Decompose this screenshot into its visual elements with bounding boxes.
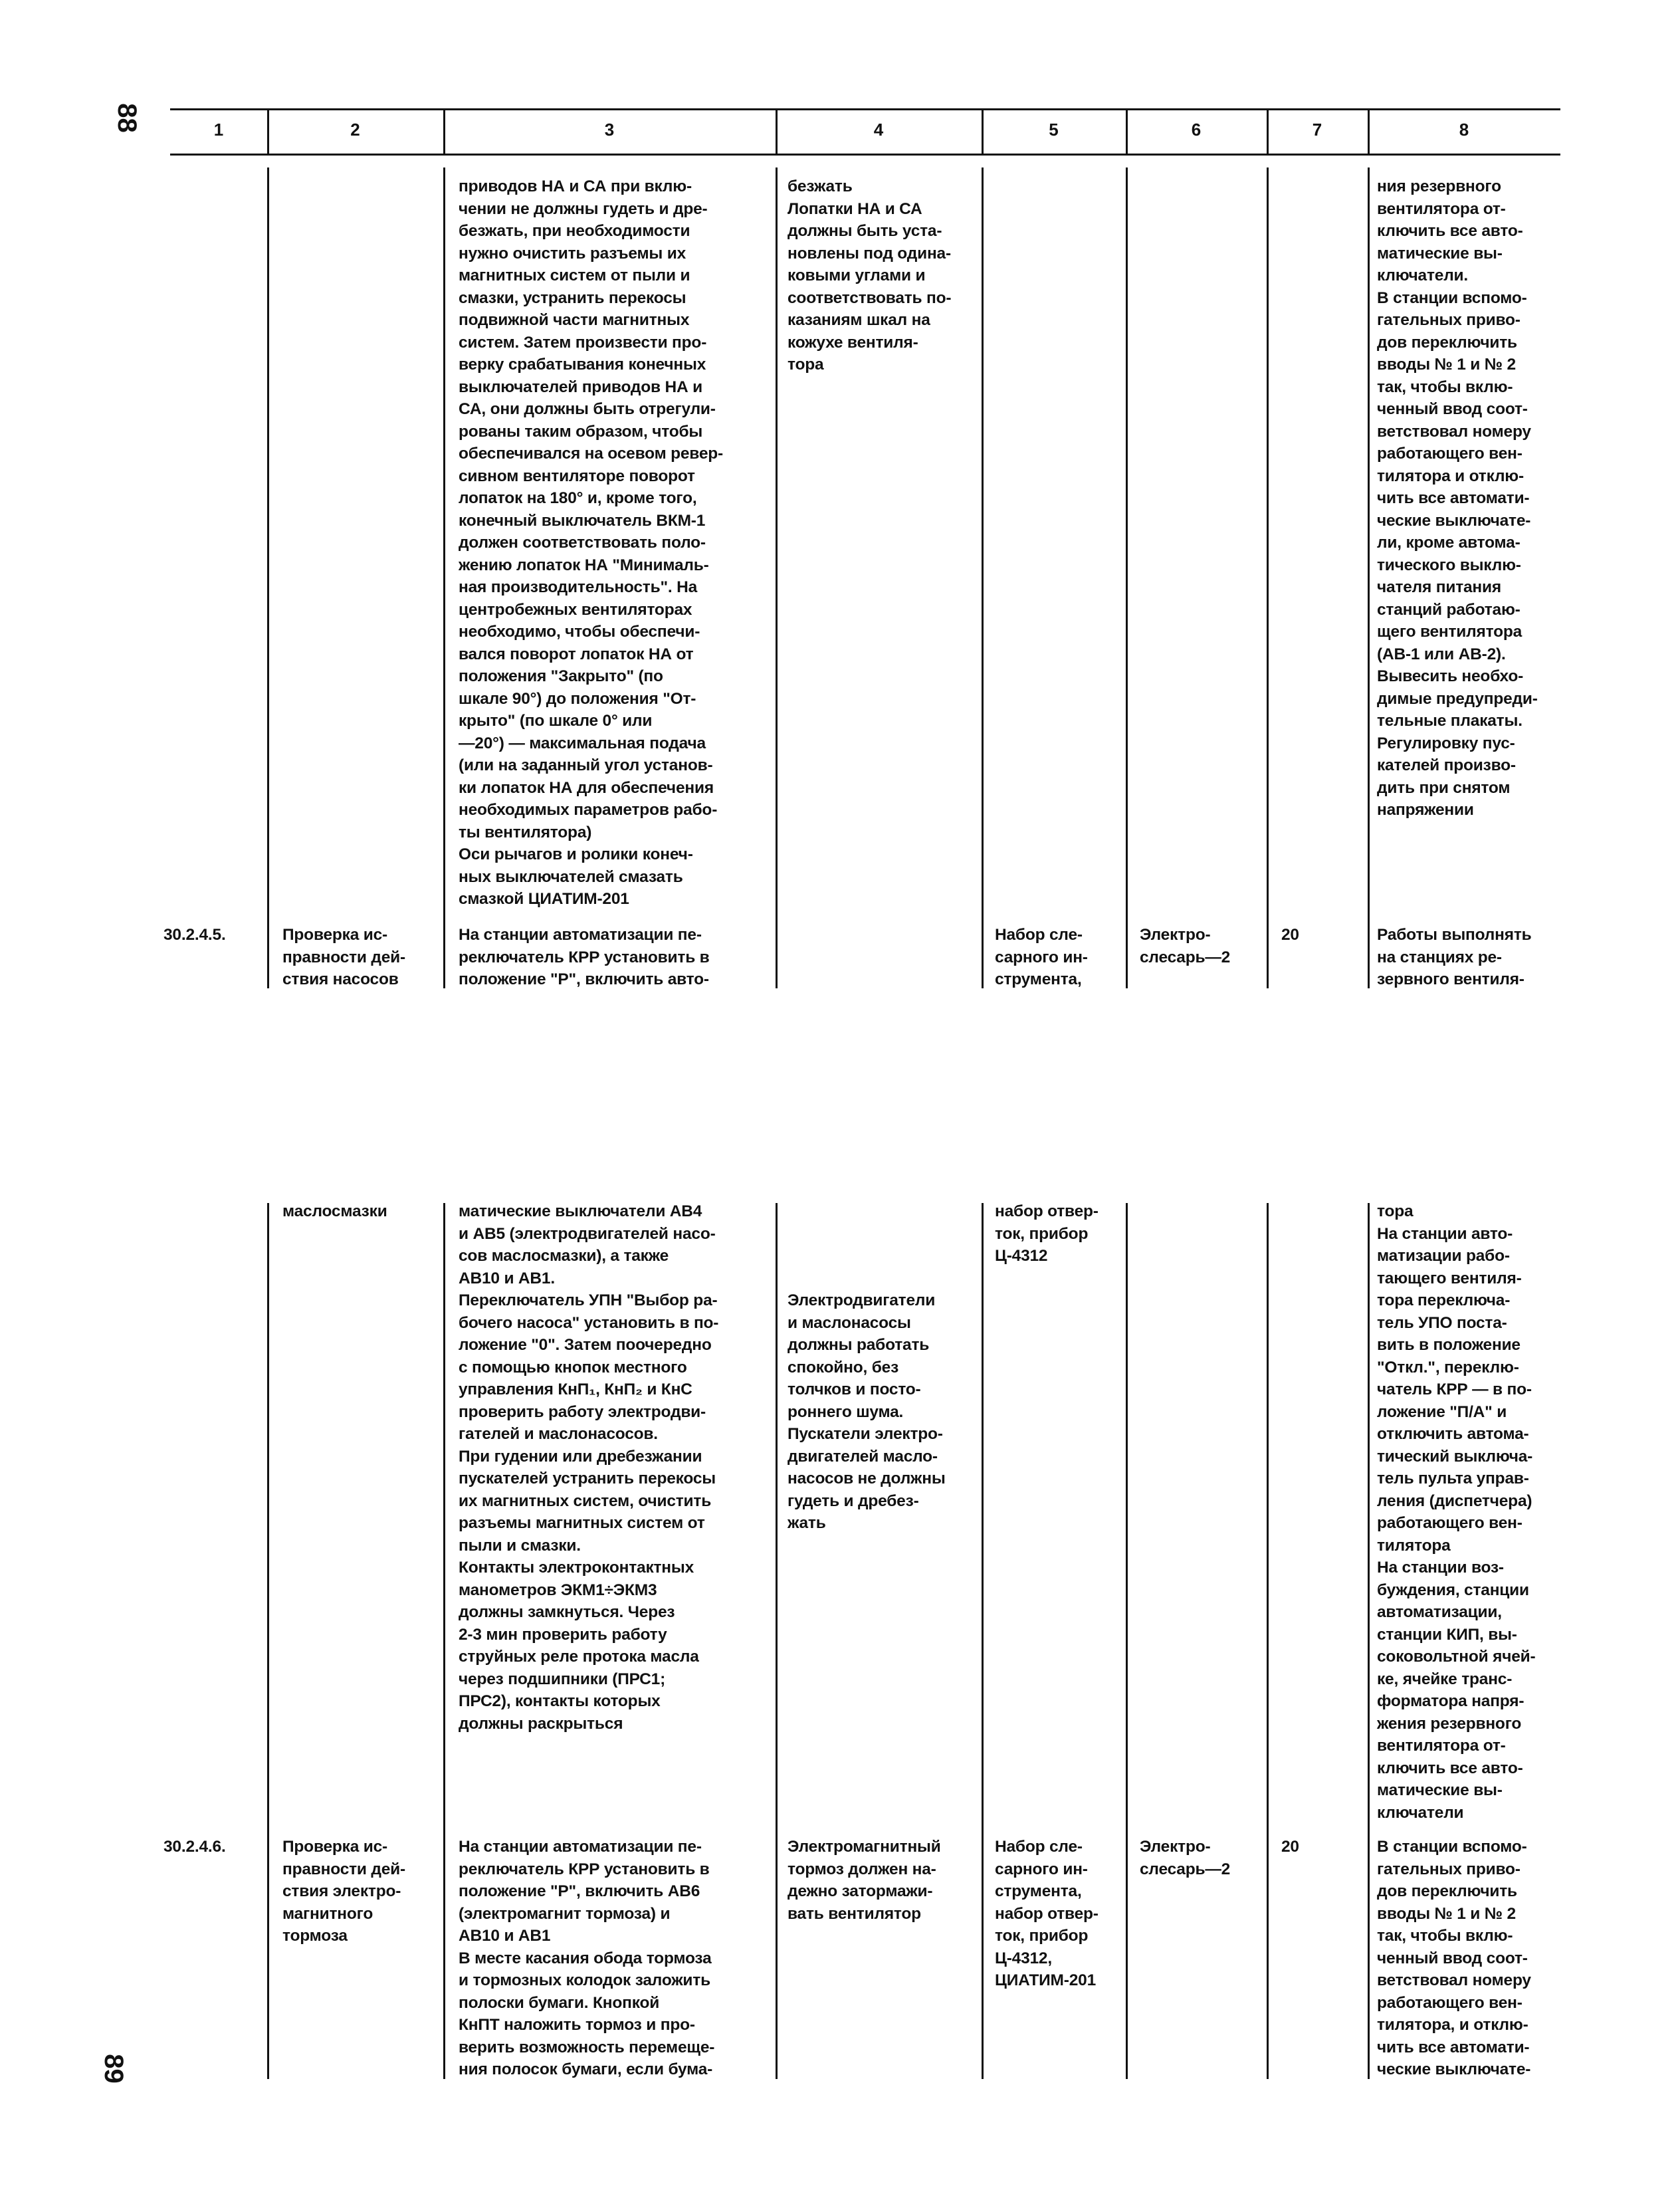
top-block-col4: безжать Лопатки НА и СА должны быть уста- новлены под одина- ковыми углами и соответствовать по- казаниям шкал на кожухе вентиля- тора xyxy=(788,177,952,374)
header-col-5: 5 xyxy=(1049,120,1059,140)
header-col-8: 8 xyxy=(1459,120,1469,140)
col-divider xyxy=(982,1203,984,2079)
row-30246-name: Проверка ис- правности дей- ствия электро- магнитного тормоза xyxy=(282,1838,405,1945)
row-30245-tools-cont: набор отвер- ток, прибор Ц-4312 xyxy=(995,1202,1099,1265)
row-30245-number: 30.2.4.5. xyxy=(163,926,226,944)
row-30246-worker: Электро- слесарь—2 xyxy=(1140,1838,1231,1878)
row-30245-notes-cont: тора На станции авто- матизации рабо- тающего вентиля- тора переключа- тель УПО поста- вить в положение "Откл.", переклю- чатель КРР — в по- ложение "П/А" и отключить автома- тический выключа- тель пульта управ- ления (диспетчера) работающего вен- тилятора На станции воз- буждения, станции автоматизации, станции КИП, вы- соковольтной ячей- ке, ячейке транс- форматора напря- жения резервного вентилятора от- ключить все авто- матические вы- ключатели xyxy=(1377,1202,1536,1822)
header-col-6: 6 xyxy=(1191,120,1202,140)
row-30245-procedure-cont: матические выключатели АВ4 и АВ5 (электродвигателей насо- сов маслосмазки), а также АВ10 и АВ1. Переключатель УПН "Выбор ра- бочего насоса" установить в по- ложение "0". Затем поочередно с помощью кнопок местного управления КнП₁, КнП₂ и КнС проверить работу электродви- гателей и маслонасосов. При гудении или дребезжании пускателей устранить перекосы их магнитных систем, очистить разъемы магнитных систем от пыли и смазки. Контакты электроконтактных манометров ЭКМ1÷ЭКМ3 должны замкнуться. Через 2-3 мин проверить работу струйных реле протока масла через подшипники (ПРС1; ПРС2), контакты которых должны раскрыться xyxy=(459,1202,719,1733)
top-block-col3: приводов НА и СА при вклю- чении не должны гудеть и дре- безжать, при необходимости нужно очистить разъемы их магнитных систем от пыли и смазки, устранить перекосы подвижной части магнитных систем. Затем произвести про- верку срабатывания конечных выключателей приводов НА и СА, они должны быть отрегули- рованы таким образом, чтобы обеспечивался на осевом ревер- сивном вентиляторе поворот лопаток на 180° и, кроме того, конечный выключатель ВКМ-1 должен соответствовать поло- жению лопаток НА "Минималь- ная производительность". На центробежных вентиляторах необходимо, чтобы обеспечи- вался поворот лопаток НА от положения "Закрыто" (по шкале 90°) до положения "От- крыто" (по шкале 0° или —20°) — максимальная подача (или на заданный угол установ- ки лопаток НА для обеспечения необходимых параметров рабо- ты вентилятора) Оси рычагов и ролики конеч- ных выключателей смазать смазкой ЦИАТИМ-201 xyxy=(459,177,723,908)
col-divider xyxy=(1267,167,1269,988)
row-30246-requirements: Электромагнитный тормоз должен на- дежно затормажи- вать вентилятор xyxy=(788,1838,941,1923)
row-30245-procedure: На станции автоматизации пе- реключатель КРР установить в положение "Р", включить авто- xyxy=(459,926,710,988)
row-30246-number: 30.2.4.6. xyxy=(163,1838,226,1856)
col-divider xyxy=(1368,108,1370,156)
row-30245-worker: Электро- слесарь—2 xyxy=(1140,926,1231,966)
row-30246-time: 20 xyxy=(1281,1838,1299,1856)
row-30246-tools: Набор сле- сарного ин- струмента, набор отвер- ток, прибор Ц-4312, ЦИАТИМ-201 xyxy=(995,1838,1099,1989)
row-30245-notes: Работы выполнять на станциях ре- зервного вентиля- xyxy=(1377,926,1532,988)
col-divider xyxy=(1368,1203,1370,2079)
page-number-bottom: 89 xyxy=(98,2054,128,2084)
header-col-3: 3 xyxy=(604,120,615,140)
col-divider xyxy=(776,1203,778,2079)
col-divider xyxy=(1267,1203,1269,2079)
col-divider xyxy=(1126,167,1128,988)
header-top-rule xyxy=(170,108,1560,110)
header-col-7: 7 xyxy=(1312,120,1322,140)
row-30245-name-cont: маслосмазки xyxy=(282,1202,387,1220)
col-divider xyxy=(1126,1203,1128,2079)
col-divider xyxy=(1126,108,1128,156)
row-30245-time: 20 xyxy=(1281,926,1299,944)
col-divider xyxy=(267,1203,269,2079)
col-divider xyxy=(982,167,984,988)
col-divider xyxy=(443,1203,445,2079)
col-divider xyxy=(776,167,778,988)
col-divider xyxy=(1368,167,1370,988)
col-divider xyxy=(982,108,984,156)
col-divider xyxy=(443,167,445,988)
col-divider xyxy=(443,108,445,156)
header-col-1: 1 xyxy=(213,120,224,140)
row-30246-procedure: На станции автоматизации пе- реключатель КРР установить в положение "Р", включить АВ6 (электромагнит тормоза) и АВ10 и АВ1 В месте касания обода тормоза и тормозных колодок заложить полоски бумаги. Кнопкой КнПТ наложить тормоз и про- верить возможность перемеще- ния полосок бумаги, если бума- xyxy=(459,1838,715,2078)
page-number-top: 88 xyxy=(112,103,142,133)
col-divider xyxy=(776,108,778,156)
col-divider xyxy=(1267,108,1269,156)
header-col-4: 4 xyxy=(873,120,884,140)
col-divider xyxy=(267,108,269,156)
row-30245-name: Проверка ис- правности дей- ствия насосов xyxy=(282,926,405,988)
row-30245-tools: Набор сле- сарного ин- струмента, xyxy=(995,926,1088,988)
col-divider xyxy=(267,167,269,988)
header-col-2: 2 xyxy=(350,120,360,140)
header-bottom-rule xyxy=(170,154,1560,156)
top-block-col8: ния резервного вентилятора от- ключить все авто- матические вы- ключатели. В станции вспомо- гательных приво- дов переключить вводы № 1 и № 2 так, чтобы вклю- ченный ввод соот- ветствовал номеру работающего вен- тилятора и отклю- чить все автомати- ческие выключате- ли, кроме автома- тического выклю- чателя питания станций работаю- щего вентилятора (АВ-1 или АВ-2). Вывесить необхо- димые предупреди- тельные плакаты. Регулировку пус- кателей произво- дить при снятом напряжении xyxy=(1377,177,1538,819)
row-30246-notes: В станции вспомо- гательных приво- дов переключить вводы № 1 и № 2 так, чтобы вклю- ченный ввод соот- ветствовал номеру работающего вен- тилятора, и отклю- чить все автомати- ческие выключате- xyxy=(1377,1838,1531,2078)
row-30245-requirements: Электродвигатели и маслонасосы должны работать спокойно, без толчков и посто- роннего шума. Пускатели электро- двигателей масло- насосов не должны гудеть и дребез- жать xyxy=(788,1291,946,1532)
